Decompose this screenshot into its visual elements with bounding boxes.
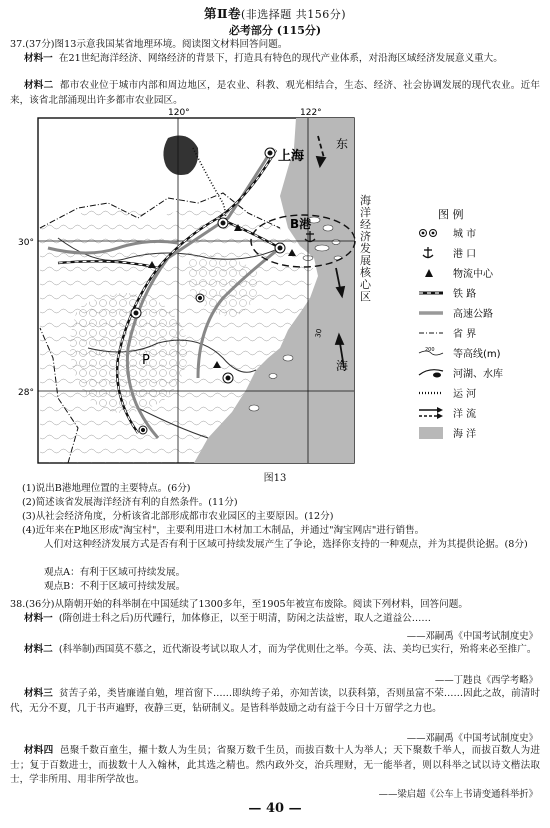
q38-material-4 — [10, 744, 540, 788]
material-text: (科举制)西国莫不慕之，近代渐设考试以取人才，而为学优则仕之举。今英、法、美均已实行，殆将来必至推广。 — [58, 644, 537, 655]
figure-caption: 图13 — [263, 473, 287, 484]
legend-item-boundary: 省 界 — [453, 329, 477, 340]
q38-material-1 — [10, 612, 540, 627]
material-text: 贫苦子弟，类皆廉谨自勉，埋首窗下……即纨绔子弟，亦知苦读，以获科第，否则虽富不荣……因此之故，前清时代，无分不夏，几于书声遍野，夜静三更，钻研制义。是皆科举鼓励之动有益于今日十万留学之力也。 — [10, 688, 541, 714]
viewpoint-b: 观点B：不利于区域可持续发展。 — [44, 581, 186, 592]
q38-material-3 — [10, 687, 540, 716]
lat-28-label: 28° — [18, 388, 34, 398]
lon-120-label: 120° — [168, 108, 190, 118]
question-4: (4)近年来在P地区形成"淘宝村"，主要利用进口木材加工木制品，并通过"淘宝网店"进行销售。 — [22, 525, 425, 536]
legend-item-contour: 等高线(m) — [453, 349, 501, 360]
map-legend — [419, 207, 503, 440]
q37-intro: 37.(37分)图13示意我国某省地理环境。阅读图文材料回答问题。 — [10, 39, 288, 50]
province-map — [18, 108, 532, 470]
core-zone-label: 海洋经济发展核心区 — [360, 194, 371, 303]
q38-source-4: ——梁启超《公车上书请变通科举折》 — [378, 789, 538, 800]
lat-30-label: 30° — [18, 238, 34, 248]
sea-label-sea: 海 — [336, 359, 349, 373]
material-text: (隋创进士科之后)历代踵行，加体修正，以至于明清，防闲之法益密，取人之道益公…… — [58, 613, 431, 624]
legend-item-highway: 高速公路 — [453, 309, 493, 320]
q38-material-2 — [10, 643, 540, 658]
legend-triangle-icon — [425, 269, 433, 277]
section-title-note: (非选择题 共156分) — [240, 8, 347, 21]
q37-material-2 — [10, 79, 540, 108]
page-number: — 40 — — [248, 801, 302, 816]
material-text: 在21世纪海洋经济、网络经济的背景下，打造具有特色的现代产业体系，对沿海区域经济发展意义重大。 — [58, 53, 503, 64]
q38-intro: 38.(36分)从隋朝开始的科举制在中国延续了1300多年，至1905年被宣布废除。阅读下列材料，回答问题。 — [10, 599, 468, 610]
material-label: 材料二 — [24, 644, 53, 655]
legend-item-city: 城 市 — [453, 229, 477, 240]
legend-item-railway: 铁 路 — [453, 289, 477, 300]
section-title-main: 第Ⅱ卷 — [203, 6, 241, 21]
legend-anchor-icon — [423, 247, 433, 258]
q38-source-1: ——邓嗣禹《中国考试制度史》 — [406, 631, 538, 642]
material-text: 都市农业位于城市内部和周边地区，是农业、科教、观光相结合，生态、经济、社会协调发展的现代农业。近年来，该省北部涌现出许多都市农业园区。 — [10, 80, 540, 106]
viewpoint-a: 观点A：有利于区域可持续发展。 — [44, 567, 186, 578]
material-label: 材料一 — [24, 53, 53, 64]
q38-source-3: ——邓嗣禹《中国考试制度史》 — [406, 733, 538, 744]
section-title — [0, 4, 550, 22]
q38-source-2: ——丁韪良《西学考略》 — [434, 675, 538, 686]
question-2: (2)简述该省发展海洋经济有利的自然条件。(11分) — [22, 497, 238, 508]
question-1: (1)说出B港地理位置的主要特点。(6分) — [22, 483, 191, 494]
material-label: 材料一 — [24, 613, 53, 624]
required-part-title: 必考部分 (115分) — [228, 24, 322, 37]
question-3: (3)从社会经济角度，分析该省北部形成都市农业园区的主要原因。(12分) — [22, 511, 334, 522]
question-4-continued: 人们对这种经济发展方式是否有利于区域可持续发展产生了争论，选择你支持的一种观点，并为其提供论据。(8分) — [44, 539, 528, 550]
city-label-shanghai: 上海 — [278, 149, 305, 164]
material-label: 材料二 — [24, 80, 54, 91]
material-label: 材料三 — [24, 688, 53, 699]
contour-value-30: 30 — [314, 328, 324, 339]
port-label-b: B港 — [290, 217, 312, 231]
material-label: 材料四 — [24, 745, 54, 756]
legend-contour-value: 200 — [425, 347, 435, 353]
legend-item-canal: 运 河 — [453, 389, 477, 400]
legend-item-water: 河湖、水库 — [453, 369, 503, 380]
legend-item-sea: 海 洋 — [453, 429, 477, 440]
lake-taihu — [163, 136, 198, 175]
q37-material-1 — [10, 52, 540, 67]
legend-item-current: 洋 流 — [453, 409, 477, 420]
region-label-p: P — [142, 353, 150, 368]
lon-122-label: 122° — [300, 108, 322, 118]
legend-item-logistics: 物流中心 — [453, 269, 493, 280]
material-text: 邑聚千数百童生，擢十数人为生员；省聚万数千生员，而拔百数十人为举人；天下聚数千举人，而拔百数人为进士；复于百数进士，而拔数十人入翰林，此其选之精也。然内政外交，治兵理财，无一能举者，则以科举之试以诗文楷法取士，学非所用、用非所学故也。 — [10, 745, 540, 785]
sea-label-east: 东 — [336, 137, 349, 151]
legend-title: 图 例 — [438, 208, 464, 221]
legend-item-port: 港 口 — [453, 249, 477, 260]
